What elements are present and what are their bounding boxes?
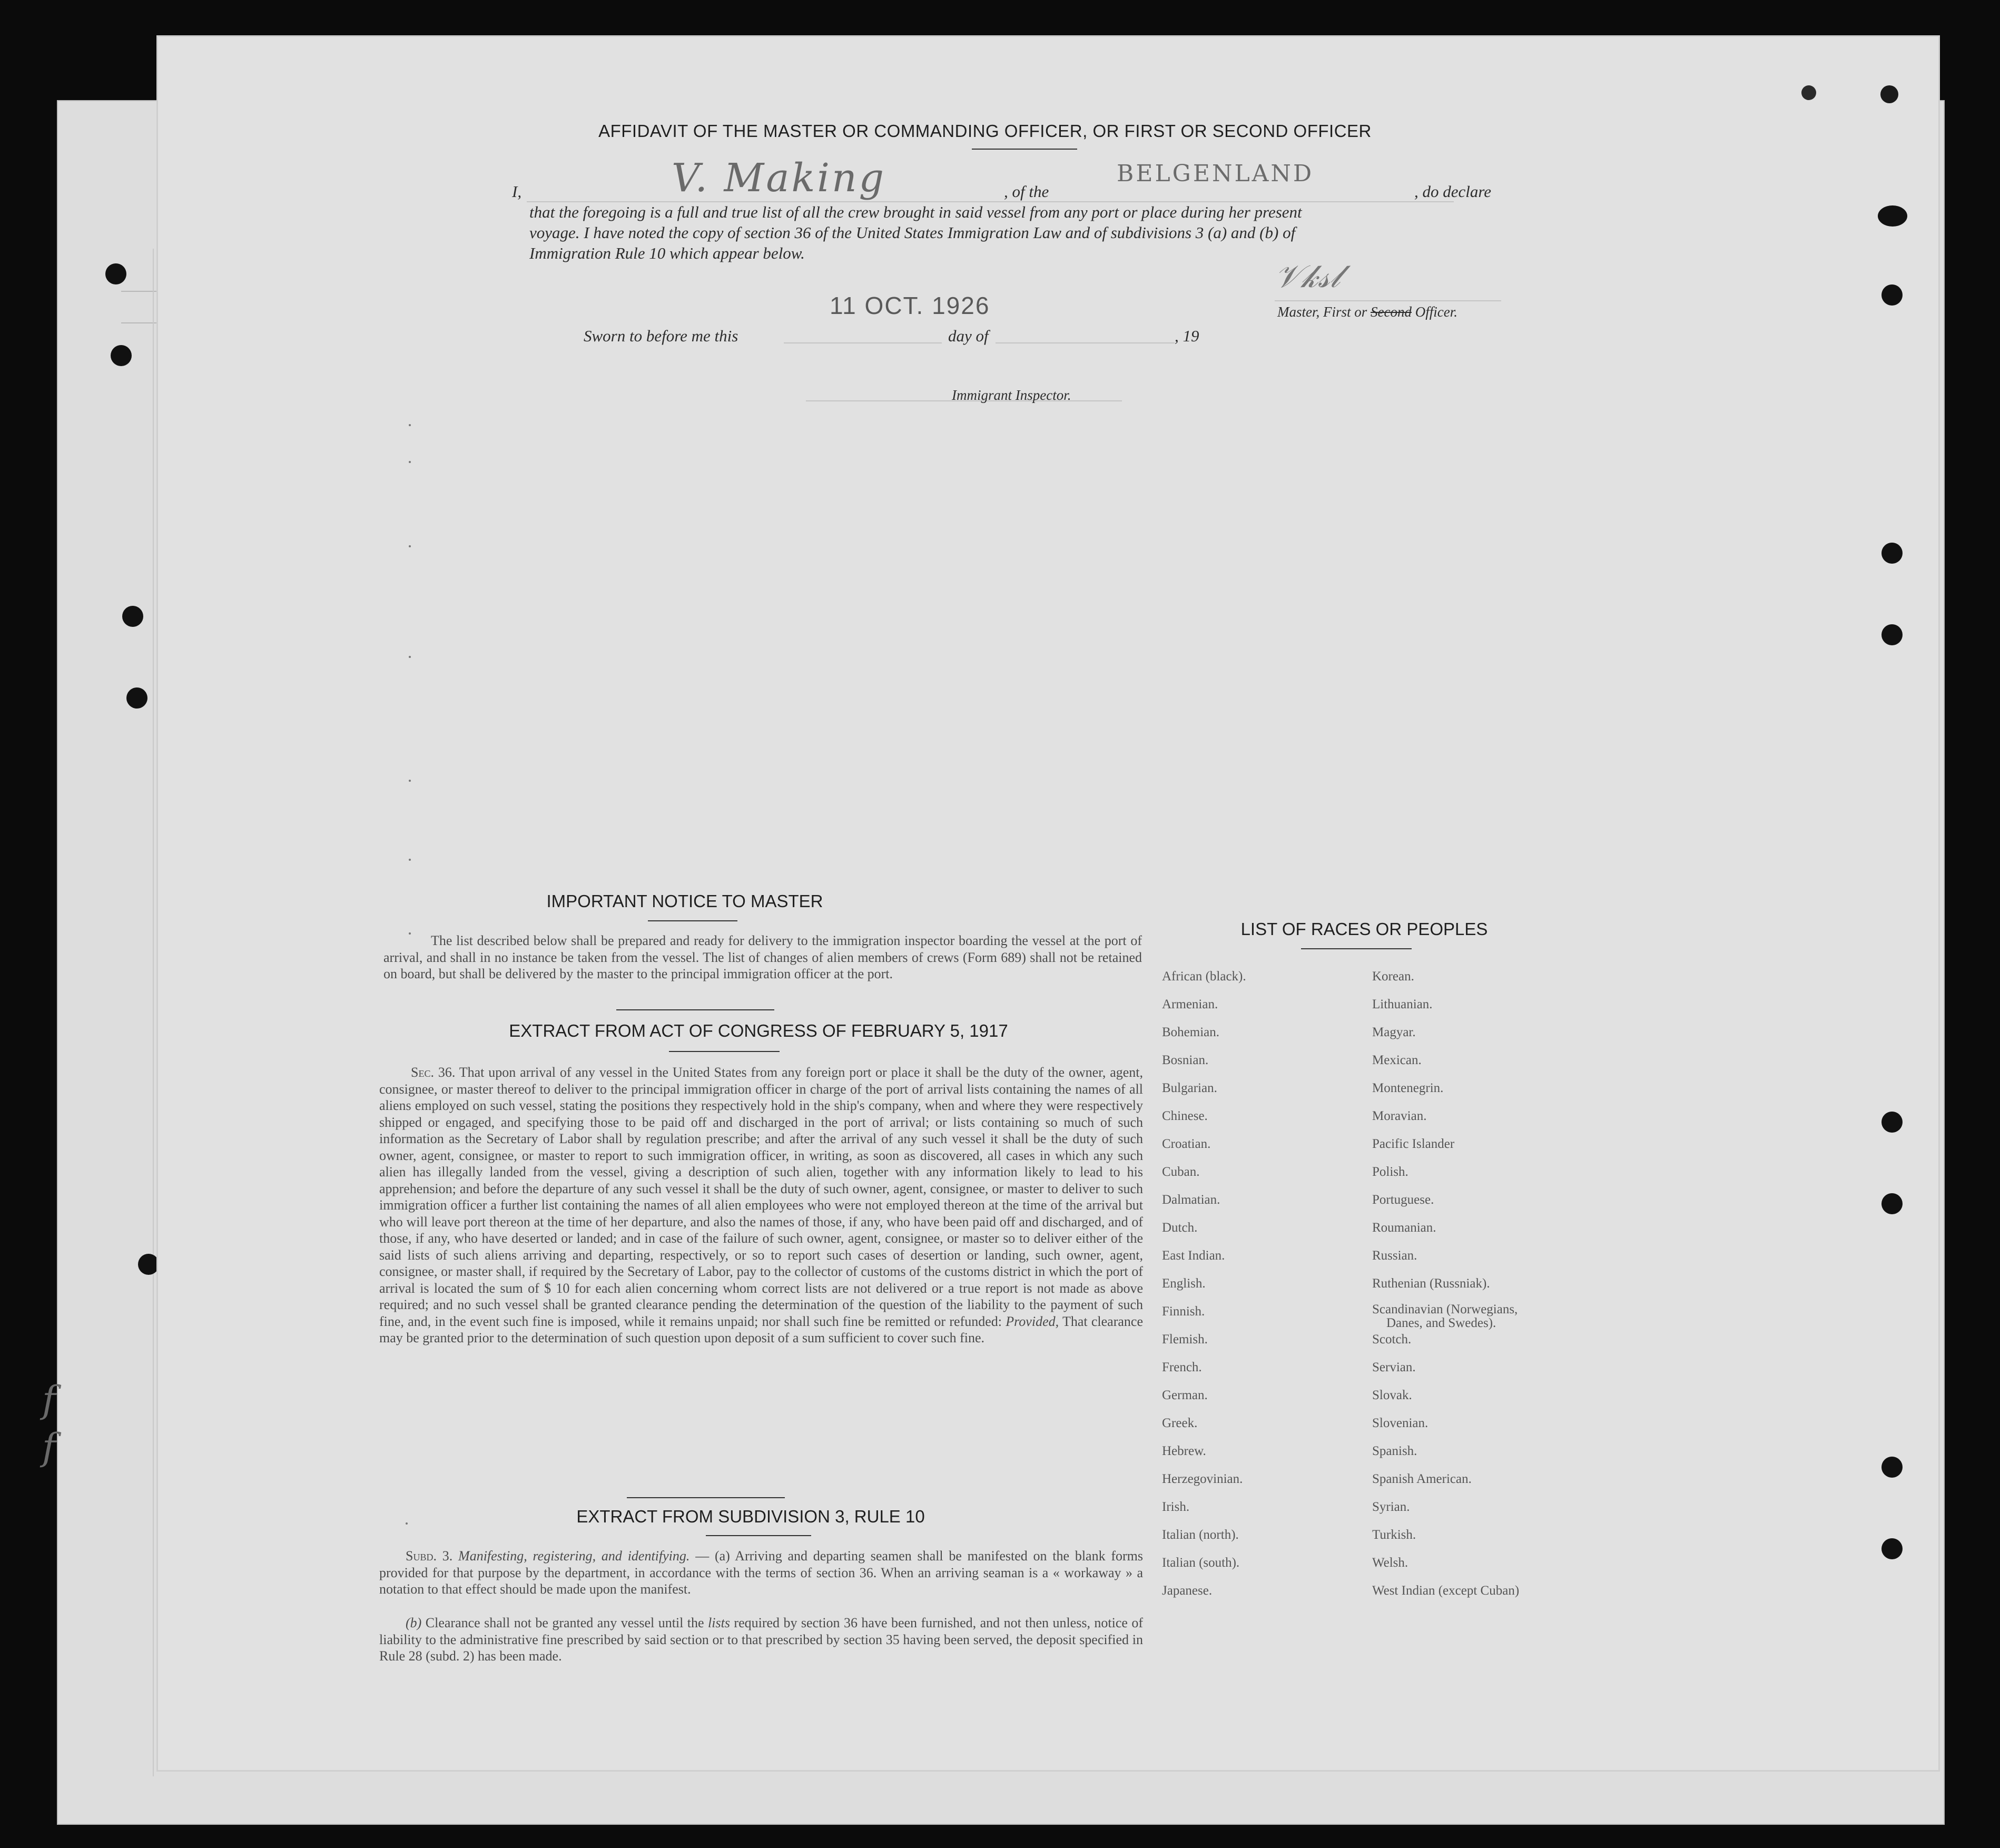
- race-item: Moravian.: [1372, 1109, 1427, 1123]
- affidavit-i-label: I,: [512, 182, 522, 201]
- race-item: Ruthenian (Russniak).: [1372, 1276, 1490, 1291]
- race-item: Slovenian.: [1372, 1416, 1428, 1430]
- race-item: African (black).: [1162, 969, 1246, 984]
- race-item: Cuban.: [1162, 1165, 1200, 1179]
- rule-subdivision-b: (b) Clearance shall not be granted any vessel until the lists required by section 36 have been furnished, and not then unless, notice of liability to the administrative fine prescribed by said section or to that prescribed by section 35 having been served, the deposit specified in Rule 28 (subd. 2) has been made.: [379, 1615, 1144, 1664]
- race-item: Syrian.: [1372, 1500, 1410, 1514]
- race-item: Spanish.: [1372, 1444, 1417, 1458]
- race-item: Bosnian.: [1162, 1053, 1209, 1067]
- affidavit-do-declare: , do declare: [1414, 182, 1492, 201]
- rule-subdivision-a: Subd. 3. Manifesting, registering, and identifying. — (a) Arriving and departing seamen shall be manifested on the blank forms provided for that purpose by the department, in accordance with the terms of section 36. When an arriving seaman is a « workaway » a notation to that effect should be made upon the manifest.: [379, 1548, 1144, 1597]
- immigrant-inspector-label: Immigrant Inspector.: [952, 387, 1071, 403]
- master-officer-label: Master, First or Second Officer.: [1277, 304, 1457, 320]
- race-item: Italian (south).: [1162, 1556, 1240, 1570]
- binder-hole: [126, 687, 147, 709]
- race-item: Herzegovinian.: [1162, 1472, 1243, 1486]
- affidavit-of-the: , of the: [1004, 182, 1049, 201]
- race-item: Flemish.: [1162, 1332, 1208, 1346]
- race-item-continuation: Danes, and Swedes).: [1386, 1316, 1496, 1330]
- year-label: , 19: [1175, 327, 1199, 345]
- race-item: Bulgarian.: [1162, 1081, 1217, 1095]
- vessel-name-stamp: BELGENLAND: [1117, 160, 1314, 187]
- binder-hole: [122, 606, 143, 627]
- binder-hole: [1881, 1538, 1903, 1559]
- binder-hole: [1881, 1457, 1903, 1478]
- binder-hole: [1881, 624, 1903, 645]
- race-item: Montenegrin.: [1372, 1081, 1444, 1095]
- race-item: Lithuanian.: [1372, 997, 1433, 1011]
- race-item: Dutch.: [1162, 1221, 1198, 1235]
- act-title: EXTRACT FROM ACT OF CONGRESS OF FEBRUARY 5, 1917: [509, 1021, 1008, 1040]
- race-item: Greek.: [1162, 1416, 1198, 1430]
- binder-hole: [1881, 1112, 1903, 1133]
- race-item: Turkish.: [1372, 1528, 1416, 1542]
- race-item: East Indian.: [1162, 1249, 1225, 1263]
- binder-hole: [1881, 284, 1903, 306]
- race-item: English.: [1162, 1276, 1206, 1291]
- race-item: Mexican.: [1372, 1053, 1422, 1067]
- affidavit-line-4: Immigration Rule 10 which appear below.: [529, 244, 805, 262]
- race-item: Russian.: [1372, 1249, 1417, 1263]
- race-item: West Indian (except Cuban): [1372, 1584, 1520, 1598]
- binder-hole: [111, 345, 132, 366]
- race-item: Hebrew.: [1162, 1444, 1206, 1458]
- race-item: Croatian.: [1162, 1137, 1211, 1151]
- race-item: Armenian.: [1162, 997, 1218, 1011]
- affidavit-line-3: voyage. I have noted the copy of section 36 of the United States Immigration Law and of subdivisions 3 (a) and (b) of: [529, 223, 1296, 242]
- race-item: Dalmatian.: [1162, 1193, 1220, 1207]
- notice-body: The list described below shall be prepared and ready for delivery to the immigration inspector boarding the vessel at the port of arrival, and shall in no instance be taken from the vessel. The list of changes of alien members of crews (Form 689) shall not be retained on board, but shall be delivered by the master to the principal immigration officer at the port.: [383, 933, 1142, 981]
- race-item: Pacific Islander: [1372, 1137, 1455, 1151]
- act-section-36: Sec. 36. That upon arrival of any vessel in the United States from any foreign port or place it shall be the duty of the owner, agent, consignee, or master thereof to deliver to the principal immigration officer in charge of the port of arrival lists containing the names of all aliens employed on such vessel, stating the positions they respectively hold in the ship's company, when and where they were respectively shipped or engaged, and specifying those to be paid off and discharged in the port of arrival; or lists containing so much of such information as the Secretary of Labor shall by regulation prescribe; and after the arrival of any such vessel it shall be the duty of such owner, agent, consignee, or master to report to such immigration officer, in writing, as soon as discovered, all cases in which any such alien has illegally landed from the vessel, giving a description of such alien, together with any information likely to lead to his apprehension; and before the departure of any such vessel it shall be the duty of such owner, agent, consignee, or master to deliver to such immigration officer a further list containing the names of all alien employees who were not employed thereon at the time of the arrival but who will leave port thereon at the time of her departure, and also the names of those, if any, who have been paid off and discharged, and of those, if any, who have deserted or landed; and in case of the failure of such owner, agent, consignee, or master so to deliver either of the said lists of such aliens arriving and departing, respectively, or so to report such cases of desertion or landing, such owner, agent, consignee, or master shall, if required by the Secretary of Labor, pay to the collector of customs of the customs district in which the port of arrival is located the sum of $ 10 for each alien concerning whom correct lists are not delivered or a true report is not made as above required; and no such vessel shall be granted clearance pending the determination of the question of the liability to the payment of such fine, and, in the event such fine is imposed, while it remains unpaid; nor shall such fine be remitted or refunded: Provided, That clearance may be granted prior to the determination of such question upon deposit of a sum sufficient to cover such fine.: [379, 1065, 1144, 1345]
- race-item: Chinese.: [1162, 1109, 1208, 1123]
- race-item: Magyar.: [1372, 1025, 1416, 1039]
- race-item: German.: [1162, 1388, 1208, 1402]
- title-underline: [972, 149, 1077, 150]
- race-item: Welsh.: [1372, 1556, 1408, 1570]
- race-item: Servian.: [1372, 1360, 1416, 1374]
- affidavit-title: AFFIDAVIT OF THE MASTER OR COMMANDING OFFICER, OR FIRST OR SECOND OFFICER: [598, 121, 1372, 141]
- sworn-label: Sworn to before me this: [584, 327, 738, 345]
- race-item: Scotch.: [1372, 1332, 1412, 1346]
- race-item: Finnish.: [1162, 1304, 1205, 1319]
- date-stamp: 11 OCT. 1926: [830, 292, 990, 319]
- race-item: Spanish American.: [1372, 1472, 1472, 1486]
- affidavit-line-2: that the foregoing is a full and true list of all the crew brought in said vessel from any port or place during her present: [529, 203, 1302, 221]
- master-name-handwritten: V. Making: [672, 155, 886, 201]
- binder-hole: [1880, 85, 1898, 103]
- master-signature: 𝒱𝓀𝓈𝓁: [1275, 258, 1341, 295]
- binder-hole: [1881, 543, 1903, 564]
- binder-hole: [1801, 85, 1816, 100]
- races-title: LIST OF RACES OR PEOPLES: [1240, 919, 1488, 939]
- binder-hole: [1881, 1193, 1903, 1214]
- binder-hole: [105, 263, 126, 284]
- race-item: French.: [1162, 1360, 1202, 1374]
- race-item: Irish.: [1162, 1500, 1190, 1514]
- race-item: Portuguese.: [1372, 1193, 1434, 1207]
- rule-title: EXTRACT FROM SUBDIVISION 3, RULE 10: [576, 1507, 925, 1526]
- race-item: Roumanian.: [1372, 1221, 1436, 1235]
- binder-hole: [138, 1254, 159, 1275]
- binder-hole: [1878, 205, 1907, 227]
- race-item: Scandinavian (Norwegians,: [1372, 1302, 1518, 1316]
- underlying-handwriting: f f: [42, 1378, 56, 1469]
- race-item: Italian (north).: [1162, 1528, 1239, 1542]
- race-item: Japanese.: [1162, 1584, 1213, 1598]
- day-of-label: day of: [948, 327, 989, 345]
- race-item: Korean.: [1372, 969, 1414, 984]
- race-item: Slovak.: [1372, 1388, 1412, 1402]
- notice-title: IMPORTANT NOTICE TO MASTER: [546, 891, 823, 911]
- manifest-affidavit-page: [158, 37, 1938, 1770]
- race-item: Polish.: [1372, 1165, 1408, 1179]
- race-item: Bohemian.: [1162, 1025, 1220, 1039]
